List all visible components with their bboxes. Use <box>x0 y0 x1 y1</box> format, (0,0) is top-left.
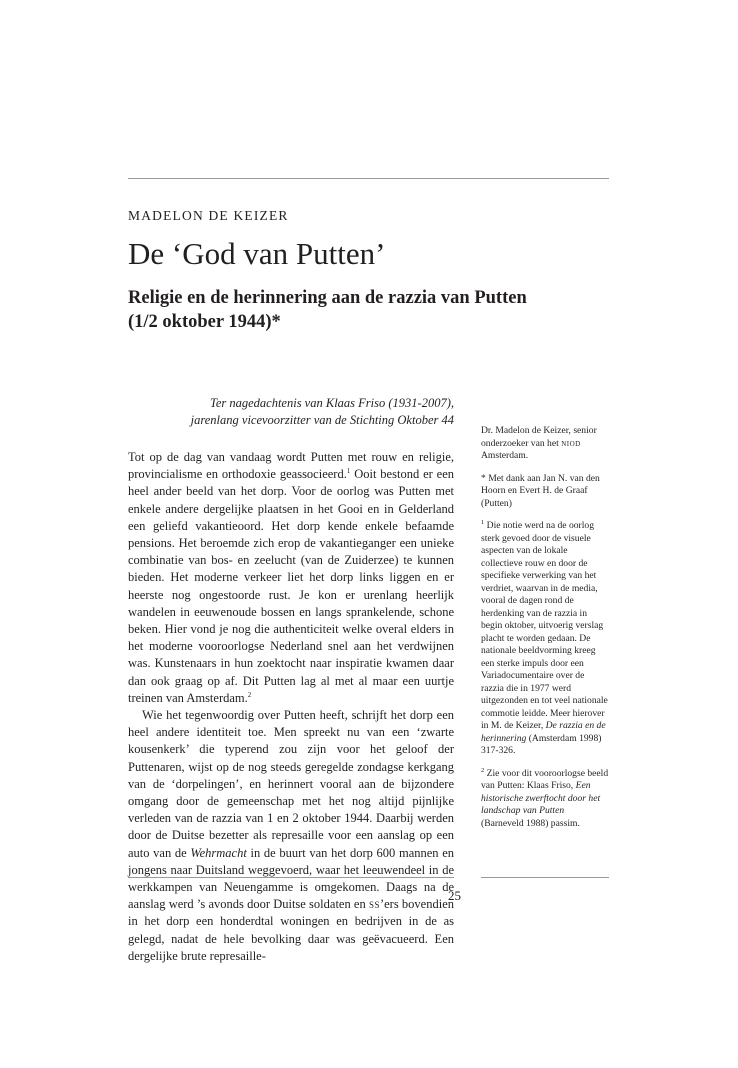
paragraph-1 <box>128 449 454 707</box>
paragraph-1-text-b: Ooit bestond er een heel ander beeld van het dorp. Voor de oorlog was Putten met enkele andere dergelijke plaatsen in het Gooi en in Gelderland een geliefd vakantieoord. Het dorp kende enkele befaamde pensions. Het beroemde zich erop de vakantieganger een unieke combinatie van bos- en zeelucht (van de Zuiderzee) te kunnen bieden. Het moderne verkeer liet het dorp links liggen en er heerste nog ongestoorde rust. Je kon er urenlang heerlijk wandelen in eeuwenoude bossen en langs sprankelende, schone beken. Hier vond je nog die authenticiteit welke overal elders in het moderne vooroorlogse Nederland snel aan het verdwijnen was. Kunstenaars in hun zoektocht naar inspiratie kwamen daar dan ook graag op af. Dit Putten lag al met al maar een uurtje treinen van Amsterdam. <box>128 467 454 705</box>
author-note <box>481 425 609 463</box>
dedication <box>128 395 454 429</box>
page-number: 25 <box>448 888 461 903</box>
author-name: MADELON DE KEIZER <box>128 208 289 223</box>
footnote-2-text-a: Zie voor dit vooroorlogse beeld van Putten: Klaas Friso, <box>481 767 609 791</box>
footnote-1-number: 1 <box>481 518 485 526</box>
body-text <box>128 449 454 965</box>
author-note-text-a: Dr. Madelon de Keizer, senior onderzoeker van het <box>481 425 597 449</box>
dedication-line-2: jarenlang vicevoorzitter van de Stichting Oktober 44 <box>190 413 454 427</box>
margin-notes <box>481 425 609 840</box>
paragraph-2-text-a: Wie het tegenwoordig over Putten heeft, schrijft het dorp een heel andere identiteit toe. Men spreekt nu van een ‘zwarte kousenkerk’ die typerend zou zijn voor het geloof der Puttenaren, wijst op de nog steeds geregelde zondagse kerkgang van de ‘dorpelingen’, en herinnert vooral aan de bijzondere omgang door de gemeenschap met het nog altijd pijnlijke verleden van de razzia van 1 en 2 oktober 1944. Daarbij werden door de Duitse bezetter als represaille voor een aanslag op een auto van de <box>128 708 454 860</box>
paragraph-2-smallcaps: ss <box>368 897 380 912</box>
footnote-2 <box>481 768 609 831</box>
paragraph-2-text-b: in de buurt van het dorp 600 mannen en jongens naar Duitsland weggevoerd, waar het leeuwendeel in de werkkampen van Neuengamme is omgekomen. Daags na de aanslag werd ’s avonds door Duitse soldaten en <box>128 845 454 912</box>
footnote-2-italic: Een historische zwerftocht door het landschap van Putten <box>481 780 601 816</box>
footnote-1-text-a: Die notie werd na de oorlog sterk gevoed door de visuele aspecten van de lokale collectieve rouw en door de specifieke verwerking van het verdriet, waarvan in de media, vooral de dagen rond de herdenking van de razzia in begin oktober, uitvoerig verslag placht te worden gedaan. De nationale beeldvorming kreeg een sterke impuls door een Variadocumentaire over de razzia die in 1977 werd uitgezonden en tot veel nationale commotie leidde. Meer hierover in M. de Keizer, <box>481 520 608 731</box>
footnote-2-number: 2 <box>481 766 485 774</box>
footnote-ref-1: 1 <box>346 467 351 476</box>
bottom-rule-margin <box>481 877 609 878</box>
top-rule <box>128 178 609 179</box>
dedication-line-1: Ter nagedachtenis van Klaas Friso (1931-2007), <box>210 396 454 410</box>
author-note-niod: niod <box>561 437 581 449</box>
paragraph-1-text-a: Tot op de dag van vandaag wordt Putten met rouw en religie, provincialisme en orthodoxie geassocieerd. <box>128 450 454 482</box>
paragraph-2-italic: Wehrmacht <box>190 845 247 860</box>
article-subtitle: Religie en de herinnering aan de razzia van Putten (1/2 oktober 1944)* <box>128 288 527 332</box>
author-note-text-b: Amsterdam. <box>481 450 529 461</box>
acknowledgement-note: * Met dank aan Jan N. van den Hoorn en Evert H. de Graaf (Putten) <box>481 472 600 509</box>
footnote-2-text-b: (Barneveld 1988) passim. <box>481 817 580 829</box>
footnote-1 <box>481 520 609 758</box>
paragraph-2 <box>128 707 454 965</box>
footnote-1-text-b: (Amsterdam 1998) 317-326. <box>481 732 602 756</box>
footnote-1-italic: De razzia en de herinnering <box>481 720 606 744</box>
bottom-rule-body <box>128 877 454 878</box>
paragraph-2-text-c: ’ers bovendien in het dorp een honderdtal woningen en bedrijven in de as gelegd, nadat de hele bevolking daar was geëvacueerd. Een dergelijke brute represaille- <box>128 897 454 963</box>
footnote-ref-2: 2 <box>247 690 252 699</box>
article-title: De ‘God van Putten’ <box>128 236 386 271</box>
